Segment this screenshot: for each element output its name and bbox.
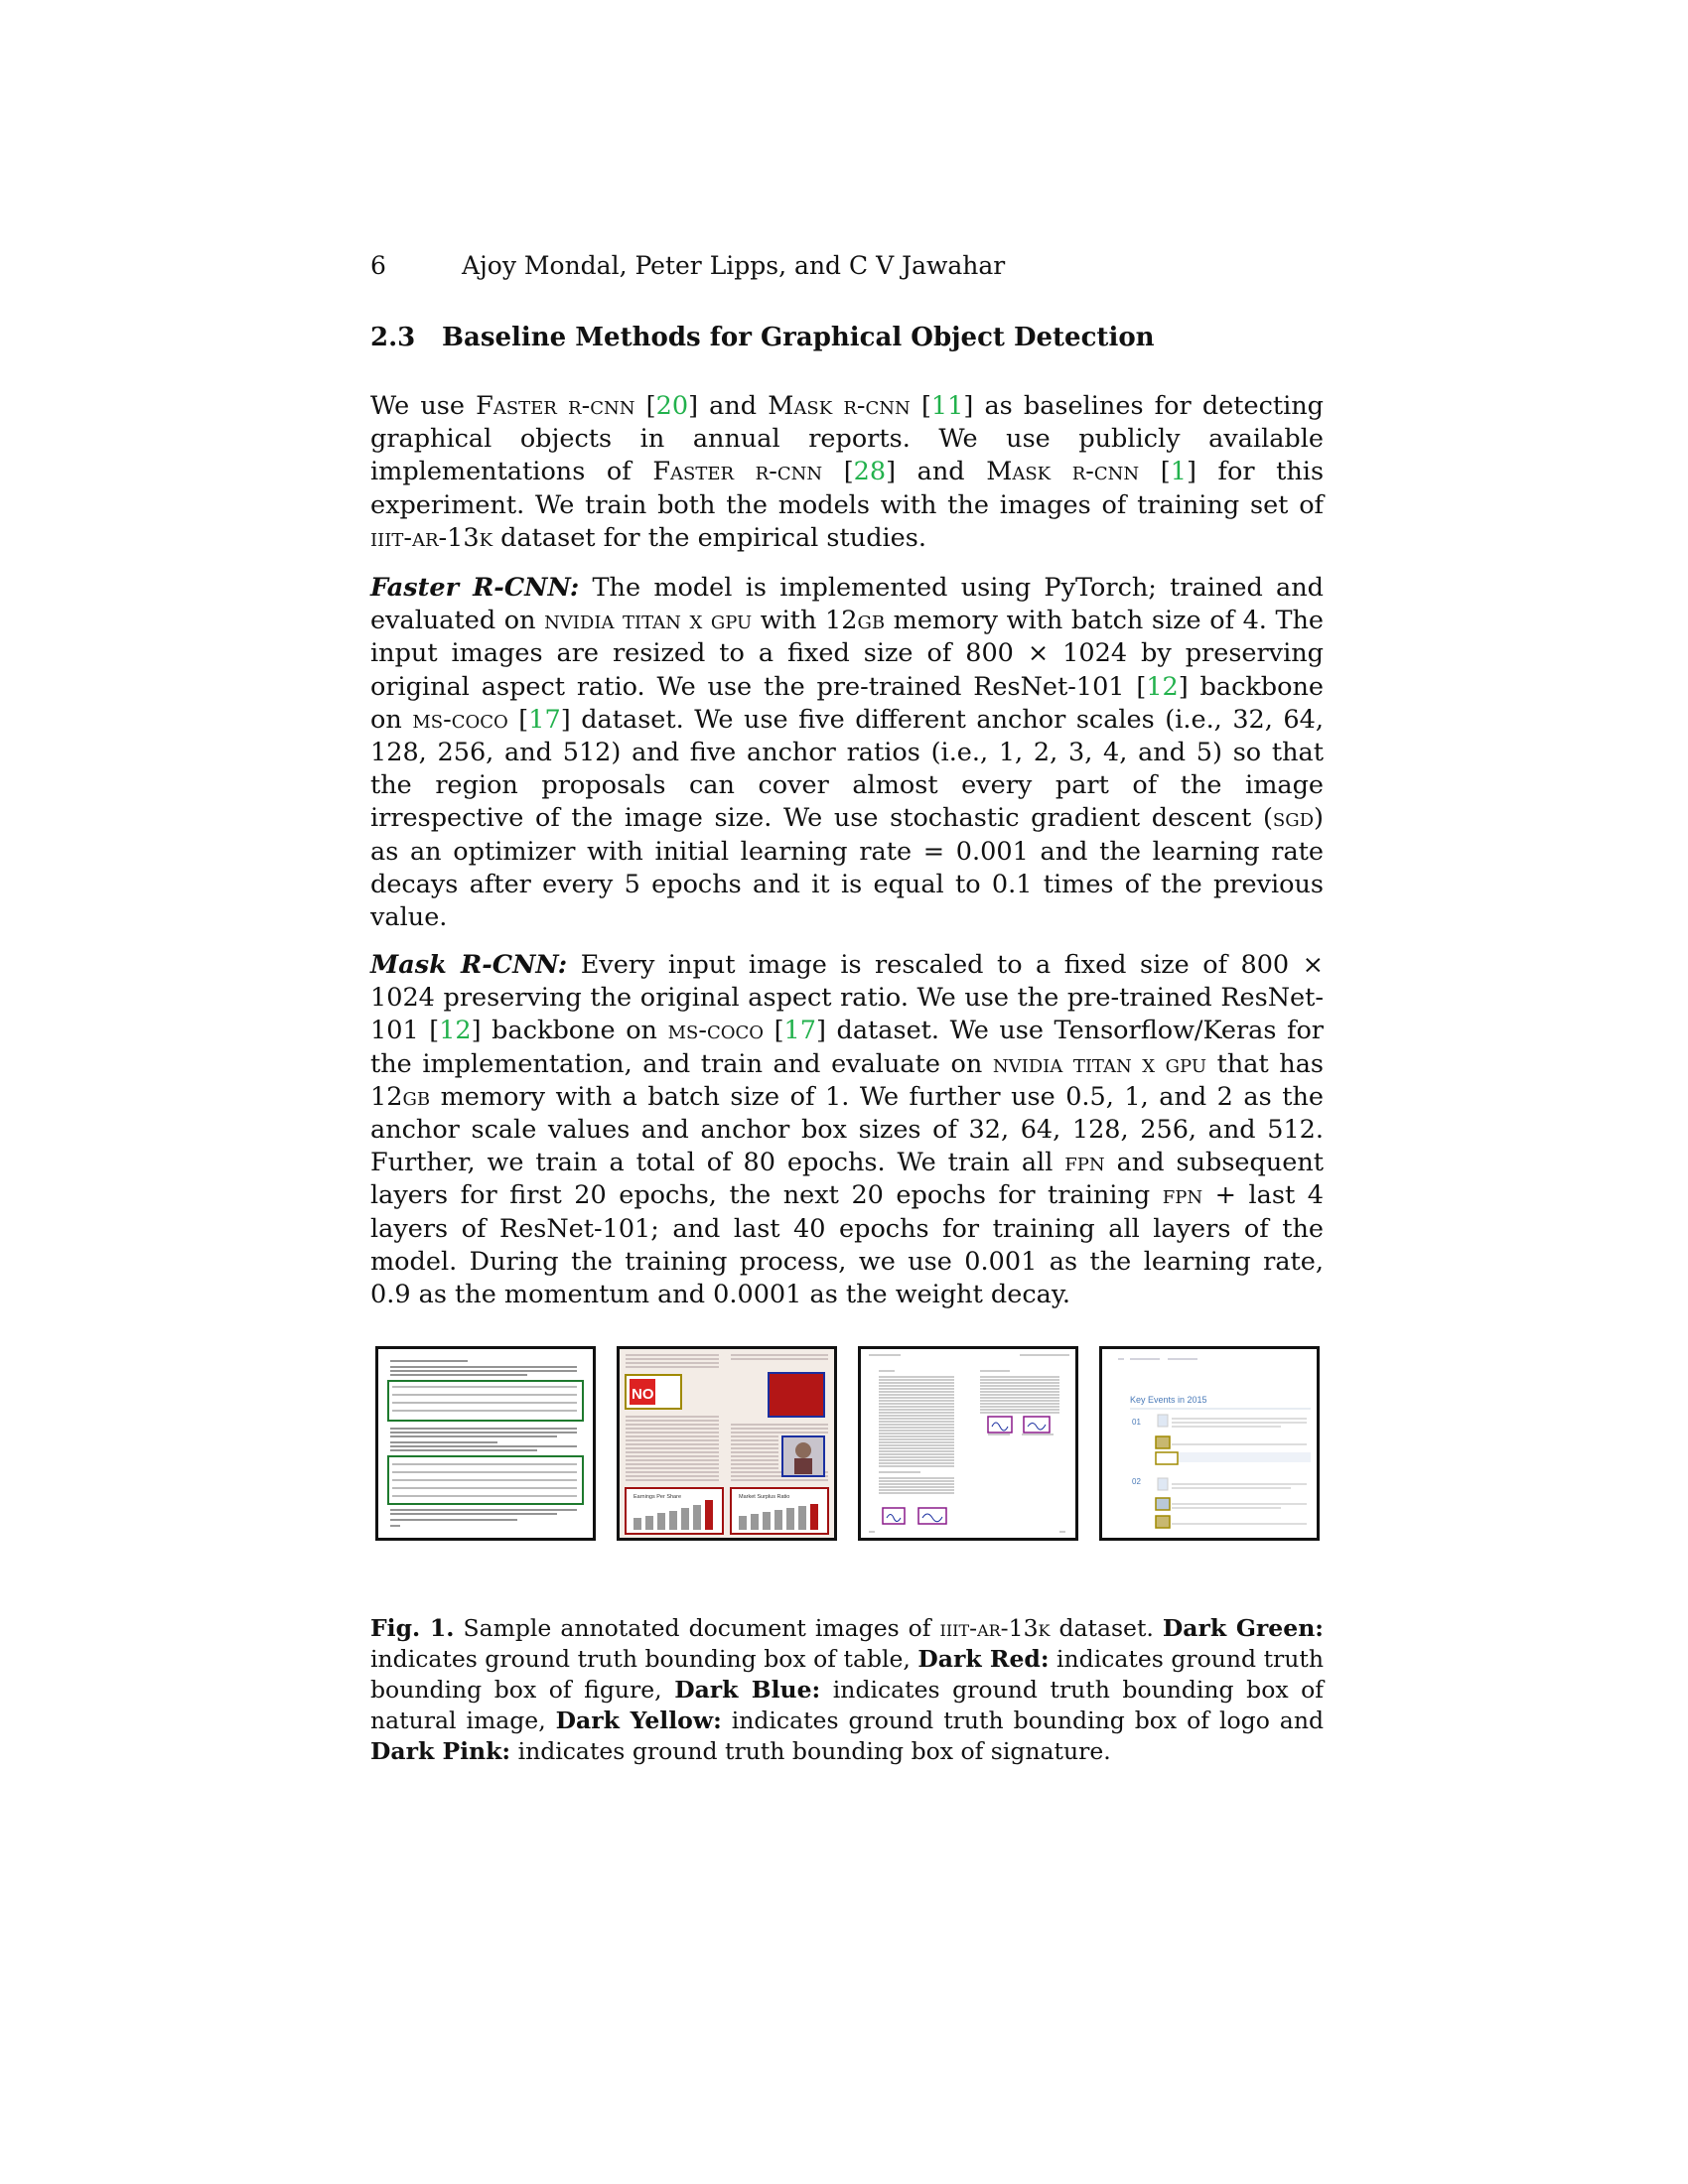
events-title: Key Events in 2015 (1130, 1395, 1207, 1405)
chart-title-eps: Earnings Per Share (633, 1494, 681, 1500)
citation-link[interactable]: 12 (1146, 671, 1179, 702)
sample-image-figures (617, 1346, 837, 1541)
section-heading (370, 321, 1155, 354)
caption-label: Fig. 1. (370, 1614, 455, 1642)
citation-link[interactable]: 12 (439, 1016, 472, 1046)
citation-link[interactable]: 20 (655, 391, 689, 421)
authors: Ajoy Mondal, Peter Lipps, and C V Jawahar (462, 251, 1006, 280)
table-page-drawing (378, 1349, 593, 1538)
page-number: 6 (370, 251, 386, 280)
paragraph-intro: We use Faster r-cnn [20] and Mask r-cnn [11] as baselines for detecting graphical objects in annual reports. We use publicly available implementations of Faster r-cnn [28] and Mask r-cnn [1] for this experiment. We train both the models with the images of training set of iiit-ar-13k dataset for the empirical studies. (370, 391, 1325, 553)
paragraph-lead: Mask R-CNN: (370, 950, 568, 980)
section-number: 2.3 (370, 323, 416, 352)
citation-link[interactable]: 1 (1170, 457, 1187, 487)
paragraph-mask-rcnn: Mask R-CNN: Every input image is rescaled to a fixed size of 800 × 1024 preserving the original aspect ratio. We use the pre-trained ResNet-101 [12] backbone on ms-coco [17] dataset. We use Tensorflow/Keras for the implementation, and train and evaluate on nvidia titan x gpu that has 12gb memory with a batch size of 1. We further use 0.5, 1, and 2 as the anchor scale values and anchor box sizes of 32, 64, 128, 256, and 512. Further, we train a total of 80 epochs. We train all fpn and subsequent layers for first 20 epochs, the next 20 epochs for training fpn + last 4 layers of ResNet-101; and last 40 epochs for training all layers of the model. During the training process, we use 0.001 as the learning rate, 0.9 as the momentum and 0.0001 as the weight decay. (370, 950, 1325, 1310)
event-number: 02 (1132, 1477, 1141, 1486)
figure-caption: Fig. 1. Sample annotated document images of iiit-ar-13k dataset. Dark Green: indicates ground truth bounding box of table, Dark Red: indicates ground truth bounding box of figure, Dark Blue: indicates ground truth bounding box of natural image, Dark Yellow: indicates ground truth bounding box of logo and Dark Pink: indicates ground truth bounding box of signature. (370, 1614, 1324, 1765)
paragraph-faster-rcnn: Faster R-CNN: The model is implemented using PyTorch; trained and evaluated on nvidia titan x gpu with 12gb memory with batch size of 4. The input images are resized to a fixed size of 800 × 1024 by preserving original aspect ratio. We use the pre-trained ResNet-101 [12] backbone on ms-coco [17] dataset. We use five different anchor scales (i.e., 32, 64, 128, 256, and 512) and five anchor ratios (i.e., 1, 2, 3, 4, and 5) so that the region proposals can cover almost every part of the image irrespective of the image size. We use stochastic gradient descent (sgd) as an optimizer with initial learning rate = 0.001 and the learning rate decays after every 5 epochs and it is equal to 0.1 times of the previous value. (370, 573, 1325, 933)
citation-link[interactable]: 17 (783, 1016, 816, 1046)
citation-link[interactable]: 11 (930, 391, 964, 421)
citation-link[interactable]: 17 (528, 704, 561, 735)
section-title: Baseline Methods for Graphical Object Detection (442, 323, 1155, 352)
paragraph-lead: Faster R-CNN: (370, 573, 580, 603)
signature-page-drawing (861, 1349, 1075, 1538)
event-number: 01 (1132, 1418, 1141, 1427)
sample-image-signatures (858, 1346, 1078, 1541)
logo-text: NO (632, 1386, 654, 1403)
chart-title-surplus: Market Surplus Ratio (739, 1494, 790, 1500)
figure-1-samples (375, 1346, 1325, 1545)
sample-image-logos (1099, 1346, 1320, 1541)
sample-image-tables (375, 1346, 596, 1541)
logo-page-drawing (1102, 1349, 1317, 1538)
figure-page-drawing (620, 1349, 834, 1538)
citation-link[interactable]: 28 (853, 457, 887, 487)
